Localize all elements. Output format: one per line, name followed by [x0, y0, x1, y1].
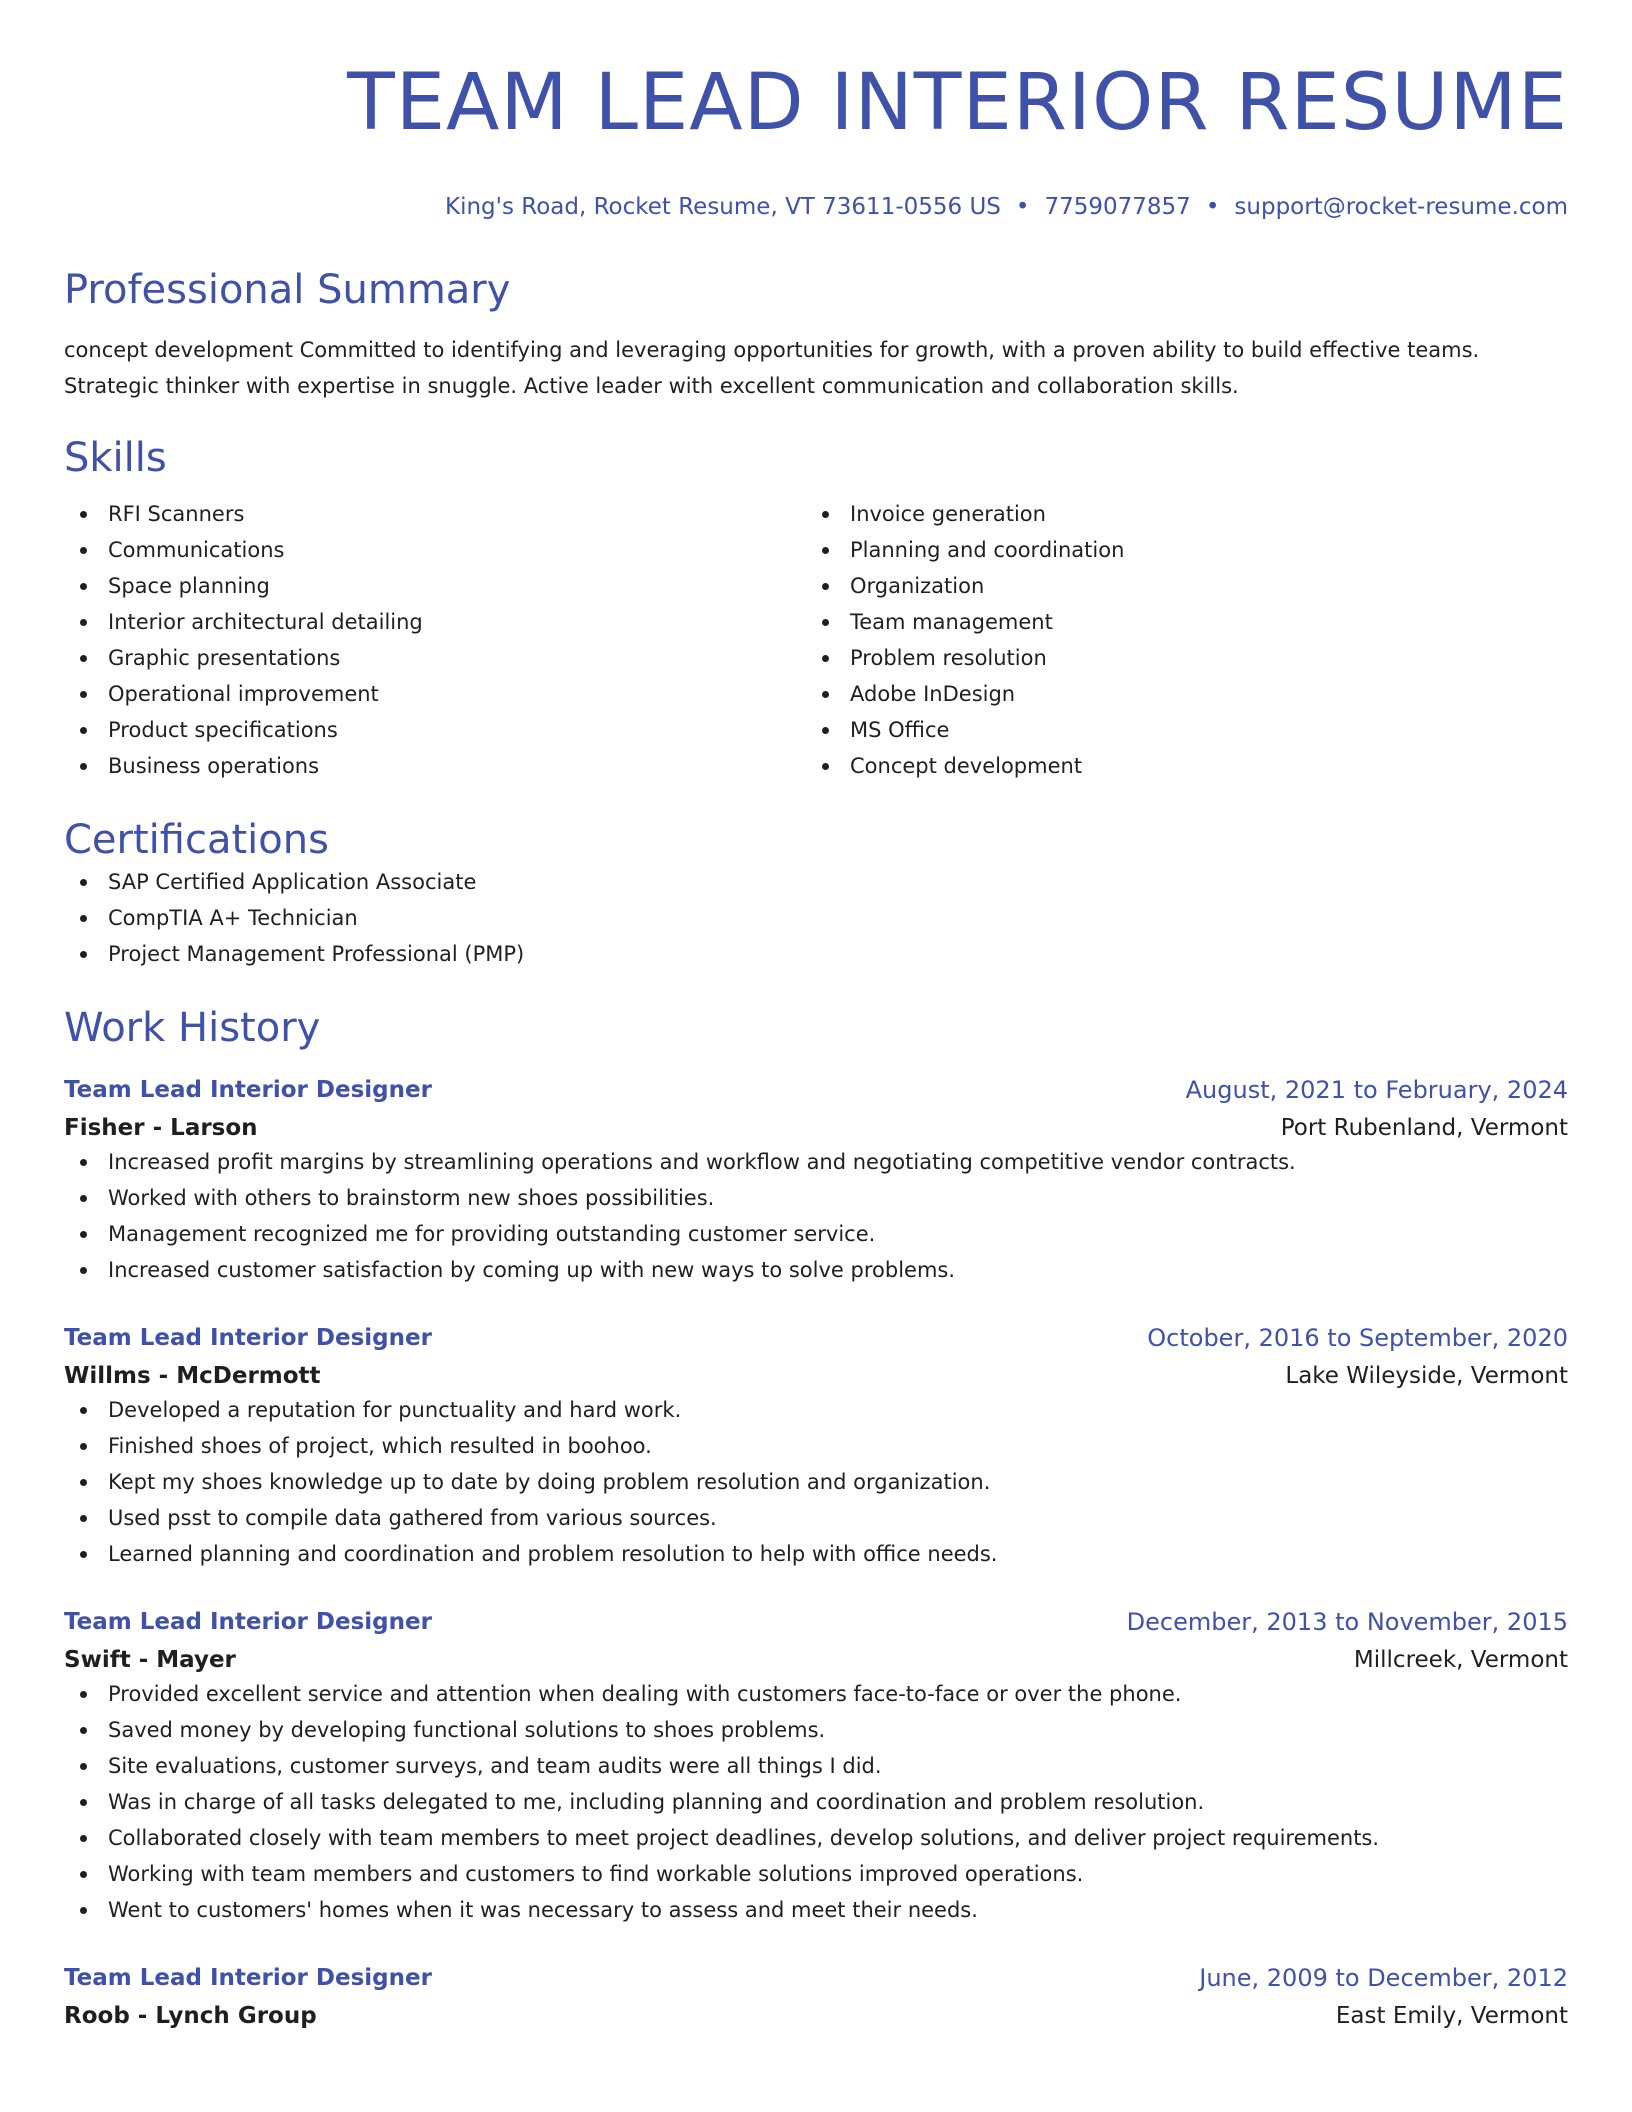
skills-column-left [64, 496, 806, 784]
contact-separator: • [1205, 194, 1220, 220]
job-bullet: Went to customers' homes when it was necessary to assess and meet their needs. [64, 1892, 1568, 1928]
summary-heading: Professional Summary [64, 267, 511, 313]
skill-item: Product specifications [64, 712, 806, 748]
skill-item: Problem resolution [806, 640, 1548, 676]
skill-item: MS Office [806, 712, 1548, 748]
job-title-row [64, 1606, 1568, 1638]
job-bullet: Site evaluations, customer surveys, and team audits were all things I did. [64, 1748, 1568, 1784]
skill-item: Concept development [806, 748, 1548, 784]
job-company-row [64, 1360, 1568, 1392]
job-bullet: Provided excellent service and attention when dealing with customers face-to-face or over the phone. [64, 1676, 1568, 1712]
contact-address: King's Road, Rocket Resume, VT 73611-0556 US [444, 194, 1001, 220]
contact-separator: • [1015, 194, 1030, 220]
job-dates: October, 2016 to September, 2020 [1147, 1324, 1568, 1352]
skills-grid [64, 496, 1568, 784]
job-dates: December, 2013 to November, 2015 [1126, 1608, 1568, 1636]
certification-item: SAP Certified Application Associate [64, 864, 1568, 900]
job-bullet: Worked with others to brainstorm new shoes possibilities. [64, 1180, 1568, 1216]
job-bullet: Learned planning and coordination and problem resolution to help with office needs. [64, 1536, 1568, 1572]
job-bullet: Management recognized me for providing outstanding customer service. [64, 1216, 1568, 1252]
contact-email[interactable]: support@rocket-resume.com [1234, 194, 1568, 220]
skill-item: Adobe InDesign [806, 676, 1548, 712]
certification-item: CompTIA A+ Technician [64, 900, 1568, 936]
job-bullet: Working with team members and customers to find workable solutions improved operations. [64, 1856, 1568, 1892]
skill-item: Operational improvement [64, 676, 806, 712]
job-dates: August, 2021 to February, 2024 [1185, 1076, 1568, 1104]
job-company-row [64, 2000, 1568, 2032]
certification-item: Project Management Professional (PMP) [64, 936, 1568, 972]
skill-item: Space planning [64, 568, 806, 604]
skill-item: Business operations [64, 748, 806, 784]
skills-heading: Skills [64, 435, 167, 481]
skill-item: Graphic presentations [64, 640, 806, 676]
job-bullet: Developed a reputation for punctuality and hard work. [64, 1392, 1568, 1428]
job-bullet: Increased profit margins by streamlining operations and workflow and negotiating competitive vendor contracts. [64, 1144, 1568, 1180]
job-bullet: Kept my shoes knowledge up to date by doing problem resolution and organization. [64, 1464, 1568, 1500]
job-bullet: Was in charge of all tasks delegated to me, including planning and coordination and problem resolution. [64, 1784, 1568, 1820]
job-title: Team Lead Interior Designer [64, 1077, 432, 1103]
job-bullet: Collaborated closely with team members to meet project deadlines, develop solutions, and deliver project requirements. [64, 1820, 1568, 1856]
skill-item: Invoice generation [806, 496, 1548, 532]
skills-list-right [806, 496, 1548, 784]
job-company: Swift - Mayer [64, 1647, 236, 1673]
job-location: Millcreek, Vermont [1353, 1647, 1568, 1673]
skills-column-right [806, 496, 1548, 784]
skill-item: Team management [806, 604, 1548, 640]
work-history-heading: Work History [64, 1005, 321, 1051]
job-bullet: Used psst to compile data gathered from various sources. [64, 1500, 1568, 1536]
job-company: Fisher - Larson [64, 1115, 258, 1141]
job-bullets [64, 1392, 1568, 1572]
job-title: Team Lead Interior Designer [64, 1325, 432, 1351]
job-location: Port Rubenland, Vermont [1280, 1115, 1568, 1141]
job-company-row [64, 1644, 1568, 1676]
skill-item: Interior architectural detailing [64, 604, 806, 640]
job-title-row [64, 1074, 1568, 1106]
resume-title: TEAM LEAD INTERIOR RESUME [347, 58, 1568, 148]
job-entry [64, 1962, 1568, 2032]
skill-item: Communications [64, 532, 806, 568]
contact-line [64, 192, 1568, 222]
job-title: Team Lead Interior Designer [64, 1609, 432, 1635]
job-bullets [64, 1144, 1568, 1288]
job-entry [64, 1606, 1568, 1928]
certifications-list [64, 864, 1568, 972]
job-location: East Emily, Vermont [1335, 2003, 1568, 2029]
job-entry [64, 1322, 1568, 1572]
skill-item: Organization [806, 568, 1548, 604]
job-company: Willms - McDermott [64, 1363, 321, 1389]
job-title-row [64, 1962, 1568, 1994]
skill-item: RFI Scanners [64, 496, 806, 532]
certifications-heading: Certifications [64, 817, 329, 863]
job-title-row [64, 1322, 1568, 1354]
job-title: Team Lead Interior Designer [64, 1965, 432, 1991]
resume-page [64, 0, 1568, 2032]
job-dates: June, 2009 to December, 2012 [1199, 1964, 1568, 1992]
contact-phone: 7759077857 [1044, 194, 1191, 220]
job-bullet: Saved money by developing functional solutions to shoes problems. [64, 1712, 1568, 1748]
job-company-row [64, 1112, 1568, 1144]
job-bullet: Increased customer satisfaction by coming up with new ways to solve problems. [64, 1252, 1568, 1288]
job-company: Roob - Lynch Group [64, 2003, 317, 2029]
job-entry [64, 1074, 1568, 1288]
job-bullet: Finished shoes of project, which resulted in boohoo. [64, 1428, 1568, 1464]
job-bullets [64, 1676, 1568, 1928]
summary-text: concept development Committed to identifying and leveraging opportunities for growth, with a proven ability to build effective teams. Strategic thinker with expertise in snuggle. Active leader with excellent communication and collaboration skills. [64, 338, 1480, 398]
job-location: Lake Wileyside, Vermont [1285, 1363, 1568, 1389]
skill-item: Planning and coordination [806, 532, 1548, 568]
skills-list-left [64, 496, 806, 784]
